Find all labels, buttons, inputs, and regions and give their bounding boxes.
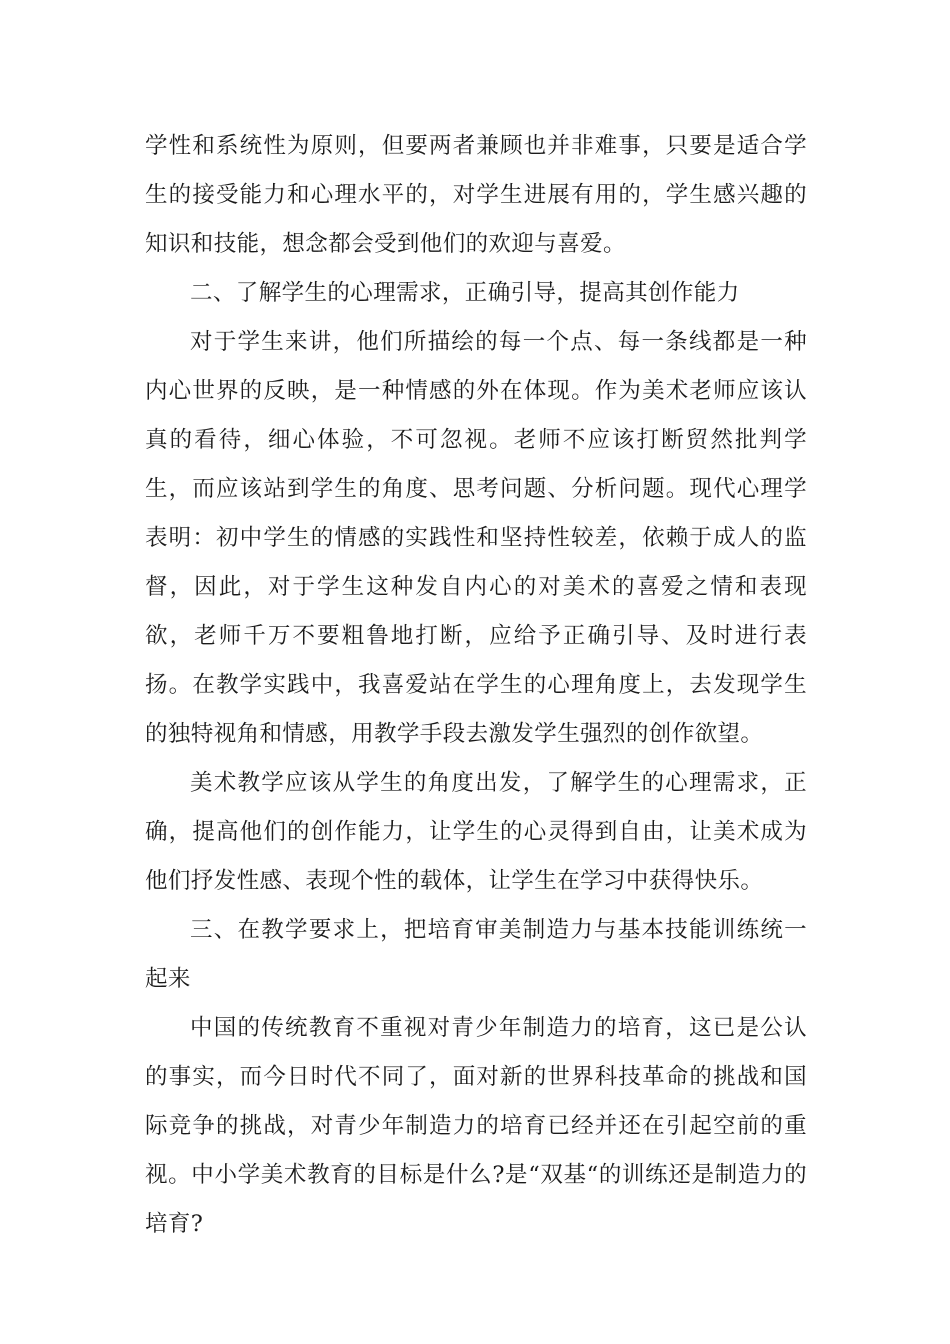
section-heading-3: 三、在教学要求上，把培育审美制造力与基本技能训练统一起来 bbox=[145, 917, 807, 992]
document-body bbox=[145, 122, 807, 1249]
section-heading-2: 二、了解学生的心理需求，正确引导，提高其创作能力 bbox=[190, 280, 740, 306]
paragraph-summary: 美术教学应该从学生的角度出发，了解学生的心理需求，正确，提高他们的创作能力，让学生的心灵得到自由，让美术成为他们抒发性感、表现个性的载体，让学生在学习中获得快乐。 bbox=[145, 770, 807, 894]
paragraph-creativity: 中国的传统教育不重视对青少年制造力的培育，这已是公认的事实，而今日时代不同了，面对新的世界科技革命的挑战和国际竞争的挑战，对青少年制造力的培育已经并还在引起空前的重视。中小学美术教育的目标是什么?是“双基“的训练还是制造力的培育? bbox=[145, 1015, 807, 1237]
paragraph-continuation: 学性和系统性为原则，但要两者兼顾也并非难事，只要是适合学生的接受能力和心理水平的，对学生进展有用的，学生感兴趣的知识和技能，想念都会受到他们的欢迎与喜爱。 bbox=[145, 133, 807, 257]
paragraph-psychology: 对于学生来讲，他们所描绘的每一个点、每一条线都是一种内心世界的反映，是一种情感的外在体现。作为美术老师应该认真的看待，细心体验，不可忽视。老师不应该打断贸然批判学生，而应该站到学生的角度、思考问题、分析问题。现代心理学表明：初中学生的情感的实践性和坚持性较差，依赖于成人的监督，因此，对于学生这种发自内心的对美术的喜爱之情和表现欲，老师千万不要粗鲁地打断，应给予正确引导、及时进行表扬。在教学实践中，我喜爱站在学生的心理角度上，去发现学生的独特视角和情感，用教学手段去激发学生强烈的创作欲望。 bbox=[145, 329, 807, 747]
